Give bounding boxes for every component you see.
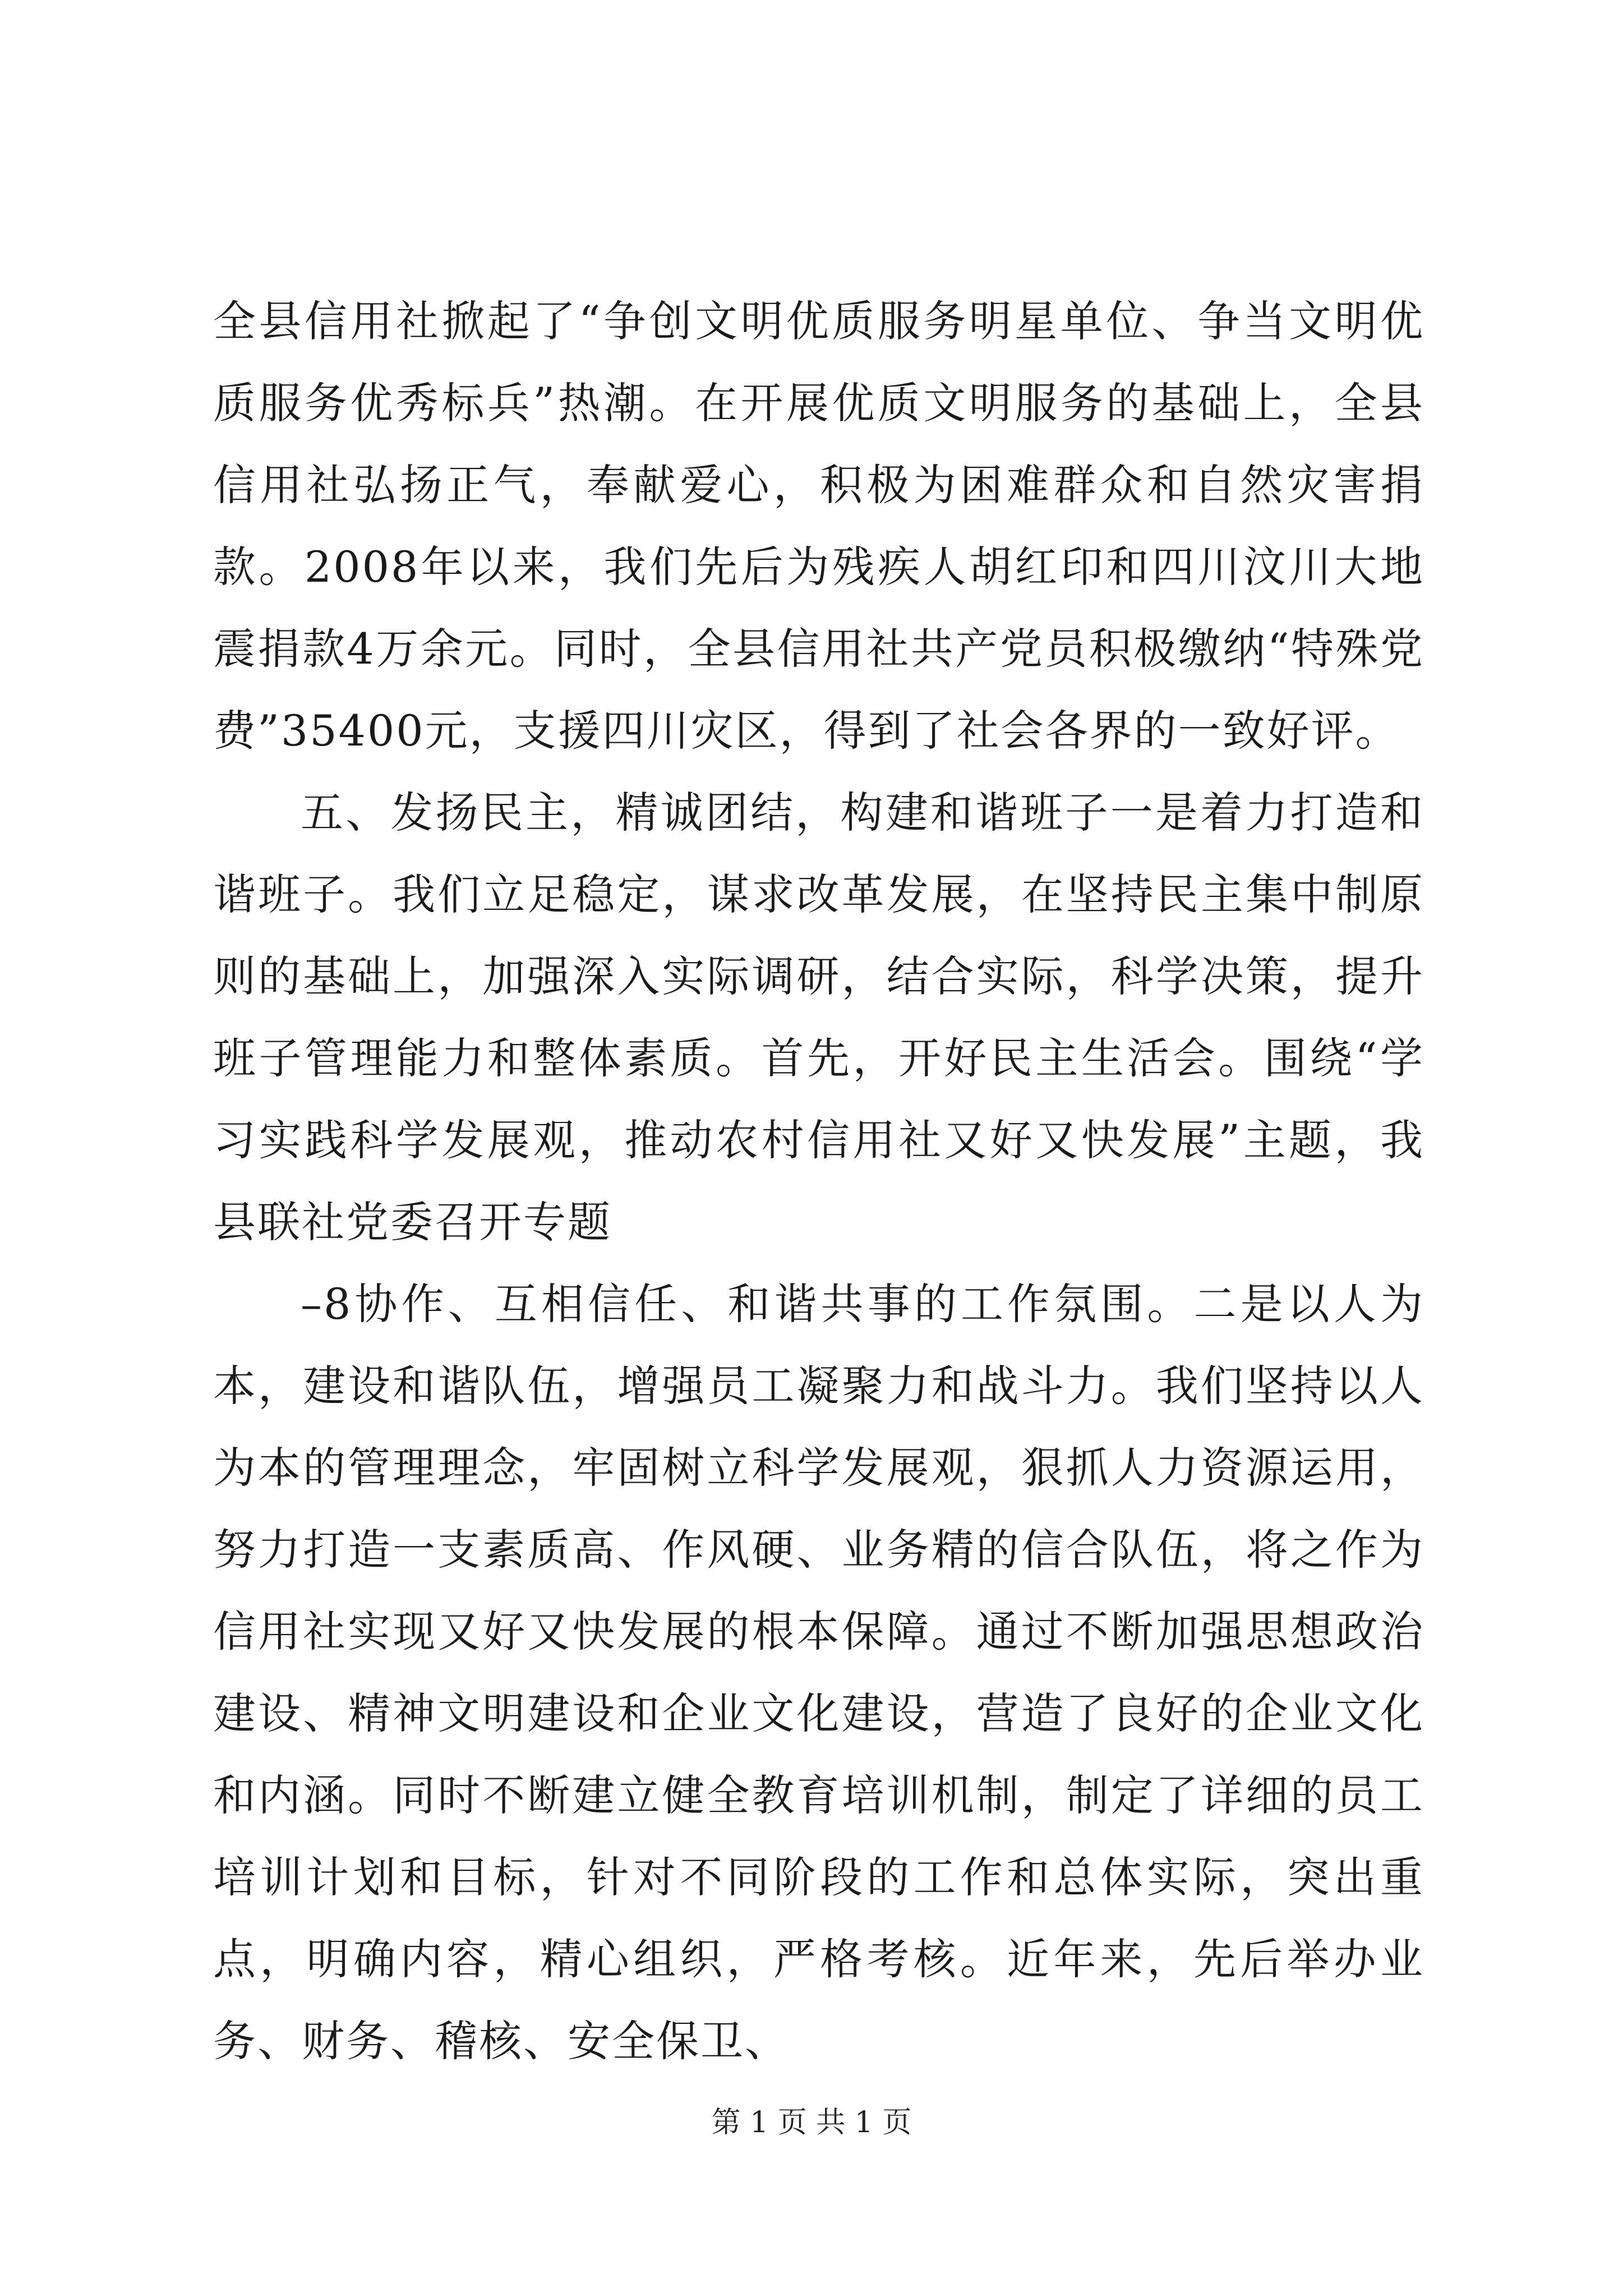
paragraph-3: –8协作、互相信任、和谐共事的工作氛围。二是以人为本，建设和谐队伍，增强员工凝聚力和战斗力。我们坚持以人为本的管理理念，牢固树立科学发展观，狠抓人力资源运用，努力打造一支素质高、作风硬、业务精的信合队伍，将之作为信用社实现又好又快发展的根本保障。通过不断加强思想政治建设、精神文明建设和企业文化建设，营造了良好的企业文化和内涵。同时不断建立健全教育培训机制，制定了详细的员工培训计划和目标，针对不同阶段的工作和总体实际，突出重点，明确内容，精心组织，严格考核。近年来，先后举办业务、财务、稽核、安全保卫、: [213, 1279, 1424, 2066]
paragraph-2: 五、发扬民主，精诚团结，构建和谐班子一是着力打造和谐班子。我们立足稳定，谋求改革发展，在坚持民主集中制原则的基础上，加强深入实际调研，结合实际，科学决策，提升班子管理能力和整体素质。首先，开好民主生活会。围绕“学习实践科学发展观，推动农村信用社又好又快发展”主题，我县联社党委召开专题: [213, 788, 1424, 1247]
document-body: [213, 280, 1424, 2082]
page-number-label: 第 1 页 共 1 页: [711, 2106, 912, 2139]
page-footer: [0, 2105, 1623, 2141]
paragraph-1: 全县信用社掀起了“争创文明优质服务明星单位、争当文明优质服务优秀标兵”热潮。在开展优质文明服务的基础上，全县信用社弘扬正气，奉献爱心，积极为困难群众和自然灾害捐款。2008年以来，我们先后为残疾人胡红印和四川汶川大地震捐款4万余元。同时，全县信用社共产党员积极缴纳“特殊党费”35400元，支援四川灾区，得到了社会各界的一致好评。: [213, 296, 1424, 756]
